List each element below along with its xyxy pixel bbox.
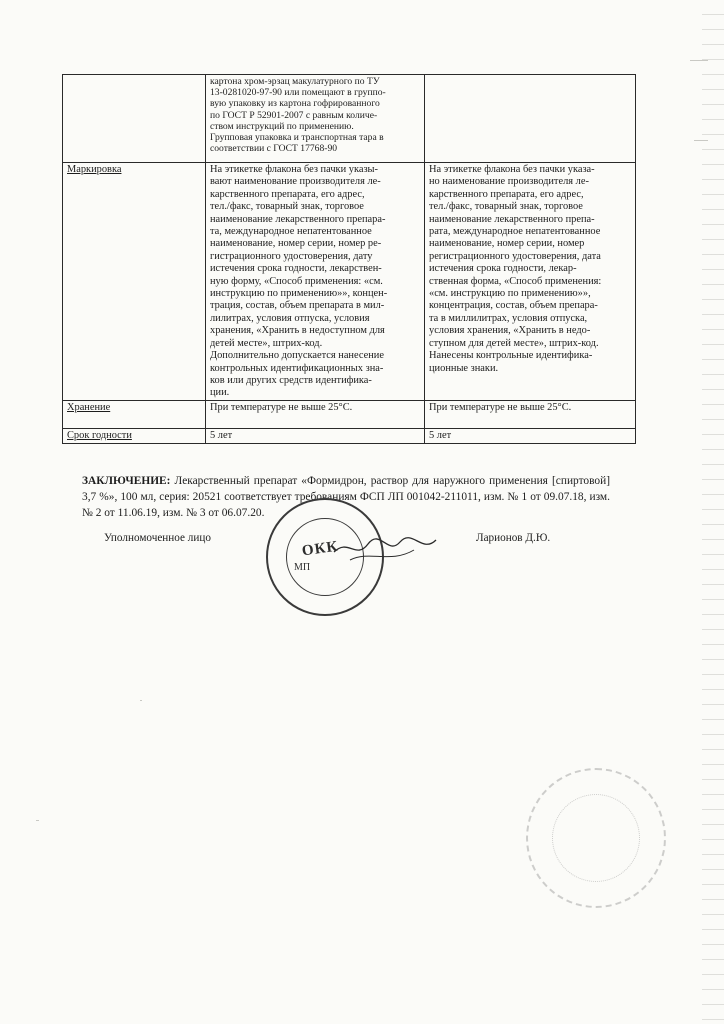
storage-requirement-cell (206, 400, 425, 428)
marking-label: Маркировка (67, 164, 122, 175)
text-line: карственного препарата, его адрес, (210, 188, 365, 200)
table-cell (425, 75, 636, 163)
text-line: наименование лекарственного препа- (429, 213, 595, 225)
scan-speck (694, 140, 708, 141)
specification-table (62, 74, 636, 444)
text-line: контрольных идентификационных зна- (210, 362, 384, 374)
handwritten-signature (330, 530, 440, 570)
text-line: Дополнительно допускается нанесение (210, 350, 384, 362)
text-line: истечения срока годности, лекар- (429, 263, 577, 275)
marking-result-cell (425, 163, 636, 401)
shelf-life-result-cell (425, 428, 636, 443)
text-line: та в миллилитрах, условия отпуска, (429, 312, 588, 324)
text-line: регистрационного удостоверения, дата (429, 250, 601, 262)
text-line: но наименование производителя ле- (429, 176, 589, 188)
faint-background-stamp (526, 768, 666, 908)
storage-result: При температуре не выше 25°С. (429, 401, 572, 413)
text-line: На этикетке флакона без пачки указы- (210, 164, 378, 175)
text-line: истечения срока годности, лекарствен- (210, 263, 382, 275)
scan-speck (36, 820, 39, 821)
conclusion-text: Лекарственный препарат «Формидрон, раствор для наружного применения [спиртовой] 3,7 %», 100 мл, серия: 20521 соответствует требованиям ФСП ЛП 001042-211011, изм. № 1 от 09.07.18, изм. № 2 от 11.06.19, изм. № 3 от 06.07.20. (82, 475, 610, 519)
text-line: гистрационного удостоверения, дату (210, 250, 373, 262)
text-line: вую упаковку из картона гофрированного (210, 98, 380, 110)
storage-result-cell (425, 400, 636, 428)
storage-label: Хранение (67, 401, 111, 413)
text-line: тел./факс, товарный знак, торговое (429, 201, 583, 213)
shelf-life-label: Срок годности (67, 429, 132, 441)
text-line: рата, международное непатентованное (429, 226, 601, 238)
text-line: наименование лекарственного препара- (210, 213, 386, 225)
table-row (63, 428, 636, 443)
text-line: ственная форма, «Способ применения: (429, 275, 602, 287)
authorized-person-label: Уполномоченное лицо (104, 532, 211, 544)
text-line: Нанесены контрольные идентифика- (429, 350, 593, 362)
scan-speck (140, 700, 142, 701)
stamp-okk-text: ОКК (300, 538, 340, 560)
text-line: ции. (210, 387, 230, 399)
text-line: инструкцию по применению»», концен- (210, 288, 388, 300)
text-line: та, международное непатентованное (210, 226, 372, 238)
shelf-life-result: 5 лет (429, 429, 452, 441)
storage-label-cell (63, 400, 206, 428)
text-line: ством инструкций по применению. (210, 120, 354, 132)
text-line: тел./факс, товарный знак, торговое (210, 201, 364, 213)
text-line: ционные знаки. (429, 362, 499, 374)
text-line: соответствии с ГОСТ 17768-90 (210, 143, 338, 155)
shelf-life-requirement: 5 лет (210, 429, 233, 441)
text-line: «см. инструкцию по применению»», (429, 288, 591, 300)
marking-label-cell (63, 163, 206, 401)
shelf-life-requirement-cell (206, 428, 425, 443)
scan-speck (690, 60, 708, 61)
marking-requirement-cell (206, 163, 425, 401)
text-line: трация, состав, объем препарата в мил- (210, 300, 385, 312)
text-line: картона хром-эрзац макулатурного по ТУ (210, 76, 380, 87)
signer-name: Ларионов Д.Ю. (476, 532, 551, 544)
text-line: вают наименование производителя ле- (210, 176, 381, 188)
text-line: Групповая упаковка и транспортная тара в (210, 132, 384, 144)
packaging-description-cell (206, 75, 425, 163)
text-line: 13-0281020-97-90 или помещают в группо- (210, 87, 386, 99)
text-line: концентрация, состав, объем препара- (429, 300, 598, 312)
text-line: наименование, номер серии, номер ре- (210, 238, 382, 250)
text-line: по ГОСТ Р 52901-2007 с равным количе- (210, 109, 378, 121)
table-row (63, 75, 636, 163)
text-line: хранения, «Хранить в недоступном для (210, 325, 385, 337)
table-row (63, 400, 636, 428)
text-line: ную форму, «Способ применения: «см. (210, 275, 383, 287)
text-line: На этикетке флакона без пачки указа- (429, 164, 595, 175)
conclusion-heading: ЗАКЛЮЧЕНИЕ: (82, 475, 171, 487)
table-row (63, 163, 636, 401)
text-line: лилитрах, условия отпуска, условия (210, 312, 370, 324)
text-line: детей месте», штрих-код. (210, 337, 323, 349)
text-line: карственного препарата, его адрес, (429, 188, 584, 200)
shelf-life-label-cell (63, 428, 206, 443)
storage-requirement: При температуре не выше 25°С. (210, 401, 353, 413)
text-line: ступном для детей месте», штрих-код. (429, 337, 599, 349)
stamp-mp-text: МП (294, 562, 311, 573)
text-line: ков или других средств идентифика- (210, 374, 372, 386)
text-line: наименование, номер серии, номер (429, 238, 585, 250)
table-cell (63, 75, 206, 163)
scan-edge-artifacts (702, 0, 724, 1024)
text-line: условия хранения, «Хранить в недо- (429, 325, 591, 337)
faint-stamp-inner-ring (552, 794, 640, 882)
